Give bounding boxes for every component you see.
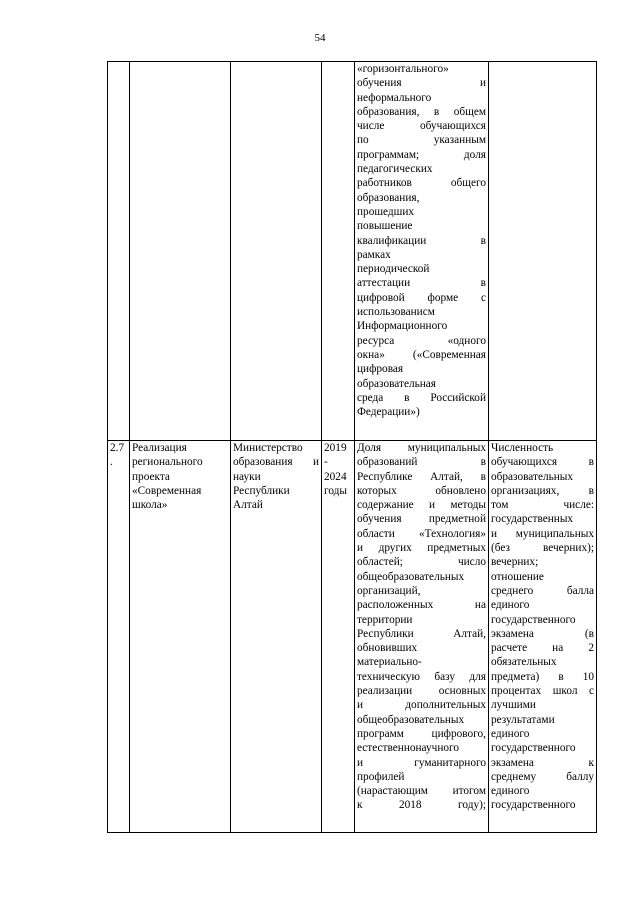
text-line: Федерации») [357,406,420,419]
text-line: лучшими [491,699,536,712]
text-line: 2019 [324,442,347,454]
cell-indicators [355,62,489,441]
text-line: экзамена к [491,756,594,769]
text-line: единого [491,599,530,612]
text-line: единого [491,785,530,798]
text-line: прошедших [357,205,415,218]
text-line: (нарастающим итогом [357,785,486,798]
text-line: общеобразовательных [357,713,465,726]
text-line: аттестации в [357,277,486,290]
text-line: ресурса «одного [357,334,486,347]
text-line: области «Технология» [357,527,486,540]
text-line: расчете на 2 [491,642,594,655]
text-line: обучения и [357,77,486,90]
text-line: периодической [357,263,430,276]
program-table [107,61,597,833]
text-line: образовательная [357,377,437,390]
cell-executor [231,441,322,833]
text-line: 2.7 [110,442,125,454]
text-line: Доля муниципальных [357,442,486,454]
lines [110,441,127,470]
cell-name [130,62,231,441]
text-line: годы [324,484,348,497]
cell-executor [231,62,322,441]
text-line: Алтай [233,499,263,512]
text-line: процентах школ с [491,685,594,698]
text-line: государственного [491,742,576,755]
text-line: среднего балла [491,584,594,597]
text-line: и других предметных [357,542,486,555]
text-line: и гуманитарного [357,756,486,769]
text-line: . [110,456,113,469]
cell-number [108,441,130,833]
text-line: образования, в общем [357,105,486,118]
cell-name [130,441,231,833]
text-line: программам; доля [357,148,486,161]
text-line: использованисм [357,306,435,319]
text-line: к 2018 году); [357,799,486,812]
text-line: среда в Российской [357,391,486,404]
page-number: 54 [314,32,326,44]
text-line: Информационного [357,320,448,333]
text-line: организациях, в [491,484,594,497]
cell-number [108,62,130,441]
text-line: программ цифрового, [357,727,486,740]
text-line: областей; число [357,556,486,569]
table-row [108,441,597,833]
lines [357,441,486,813]
text-line: «Современная [132,484,202,497]
text-line: числе обучающихся [357,120,486,133]
text-line: материально- [357,656,422,669]
text-line: содержание и методы [357,499,486,512]
text-line: образований в [357,456,486,469]
text-line: квалификации в [357,234,486,247]
text-line: повышение [357,220,413,233]
text-line: предмета) в 10 [491,670,594,683]
text-line: техническую базу для [357,670,486,683]
text-line: обучающихся в [491,456,594,469]
text-line: результатами [491,713,555,726]
text-line: реализации основных [357,685,486,698]
text-line: Республики Алтай, [357,627,486,640]
text-line: расположенных на [357,599,486,612]
text-line: окна» («Современная [357,348,486,361]
text-line: образования и [233,456,319,469]
lines [357,62,486,419]
text-line: педагогических [357,163,433,176]
cell-period [322,441,355,833]
lines [491,441,594,813]
text-line: школа» [132,499,168,512]
text-line: образования, [357,191,420,204]
text-line: Республике Алтай, в [357,470,486,483]
text-line: - [324,456,328,469]
text-line: цифровой форме с [357,291,486,304]
text-line: государственных [491,513,574,526]
text-line: цифровая [357,363,404,376]
text-line: проекта [132,470,170,483]
text-line: неформального [357,91,432,104]
lines [132,441,228,512]
text-line: вечерних; [491,556,539,569]
text-line: образовательных [491,470,574,483]
text-line: обновивших [357,642,418,655]
text-line: профилей [357,770,405,783]
table-row [108,62,597,441]
lines [324,441,352,498]
text-line: науки [233,470,261,483]
text-line: работников общего [357,177,486,190]
text-line: по указанным [357,134,486,147]
text-line: Реализация [132,442,187,454]
text-line: «горизонтального» [357,63,449,75]
text-line: которых обновлено [357,484,486,497]
cell-indicators [355,441,489,833]
text-line: 2024 [324,470,347,483]
text-line: том числе: [491,499,594,512]
text-line: Министерство [233,442,303,454]
text-line: среднему баллу [491,770,594,783]
text-line: государственного [491,613,576,626]
text-line: отношение [491,570,544,583]
text-line: организаций, [357,584,421,597]
text-line: государственного [491,799,576,812]
text-line: обязательных [491,656,557,669]
text-line: экзамена (в [491,627,594,640]
text-line: общеобразовательных [357,570,465,583]
text-line: регионального [132,456,203,469]
text-line: естественнонаучного [357,742,460,755]
text-line: и дополнительных [357,699,486,712]
text-line: обучения предметной [357,513,486,526]
text-line: Численность [491,442,554,454]
text-line: (без вечерних); [491,542,594,555]
cell-period [322,62,355,441]
cell-extra [489,62,597,441]
text-line: Республики [233,484,290,497]
cell-extra [489,441,597,833]
text-line: рамках [357,248,391,261]
lines [233,441,319,512]
text-line: и муниципальных [491,527,594,540]
text-line: единого [491,727,530,740]
text-line: территории [357,613,413,626]
